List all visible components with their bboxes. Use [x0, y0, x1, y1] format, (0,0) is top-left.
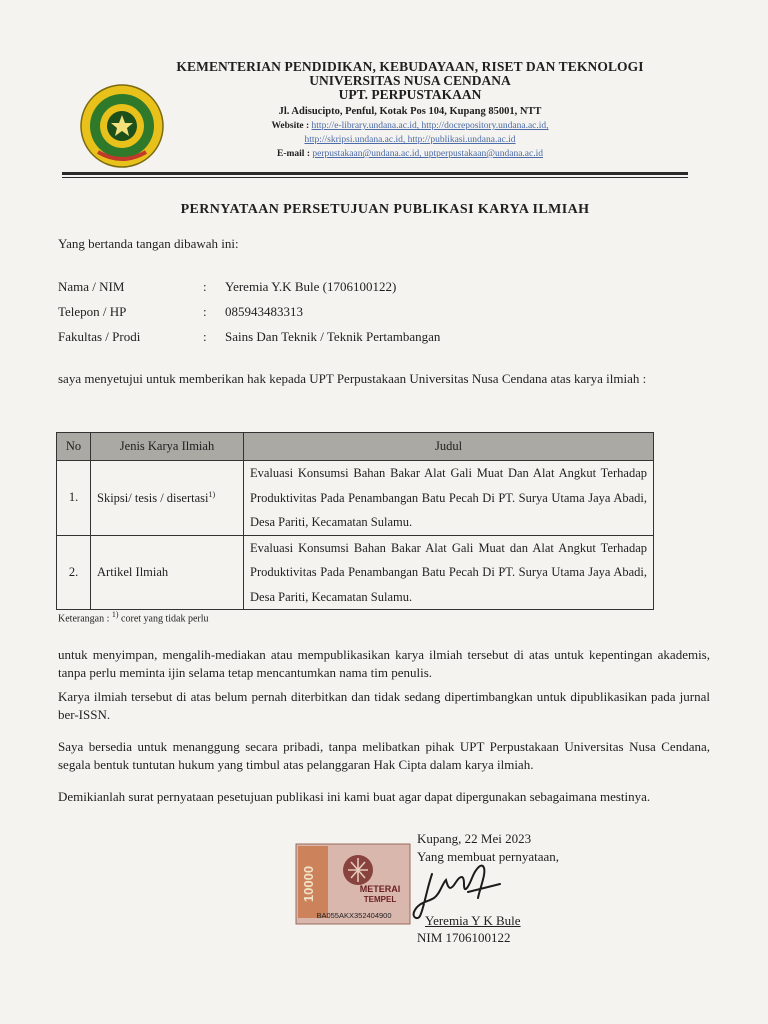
- unit-name: UPT. PERPUSTAKAAN: [338, 87, 482, 102]
- table-header-row: [57, 433, 654, 461]
- header-divider-thin: [62, 177, 688, 178]
- row-no: 1.: [57, 461, 91, 536]
- note-label: Keterangan :: [58, 613, 110, 625]
- website-links-1[interactable]: http://e-library.undana.ac.id, http://docrepository.undana.ac.id,: [311, 121, 549, 131]
- signer-role: Yang membuat pernyataan,: [417, 849, 560, 864]
- consent-text: saya menyetujui untuk memberikan hak kepada UPT Perpustakaan Universitas Nusa Cendana atas karya ilmiah :: [58, 371, 647, 386]
- stamp-serial: BA055AKX352404900: [316, 911, 392, 920]
- stamp-text-main: METERAI: [359, 884, 401, 894]
- letterhead: [150, 60, 670, 161]
- field-value: Sains Dan Teknik / Teknik Pertambangan: [225, 329, 441, 344]
- field-colon: :: [203, 304, 207, 319]
- field-value: Yeremia Y.K Bule (1706100122): [225, 279, 397, 294]
- paragraph-1: untuk menyimpan, mengalih-mediakan atau mempublikasikan karya ilmiah tersebut di atas untuk kepentingan akademis, tanpa perlu meminta ijin selama tetap mencantumkan nama tim penulis.: [58, 647, 710, 680]
- karya-table: [56, 432, 654, 610]
- row-judul: Evaluasi Konsumsi Bahan Bakar Alat Gali Muat dan Alat Angkut Terhadap Produktivitas Pada Penambangan Batu Pecah Di PT. Surya Utama Jaya Abadi, Desa Pariti, Kecamatan Sulamu.: [244, 535, 654, 610]
- signature-block: [417, 830, 559, 866]
- header-divider-thick: [62, 172, 688, 175]
- field-label: Fakultas / Prodi: [58, 329, 141, 344]
- place-date: Kupang, 22 Mei 2023: [417, 831, 532, 846]
- field-label: Nama / NIM: [58, 279, 125, 294]
- table-note: [58, 610, 209, 624]
- header-no: No: [57, 433, 91, 461]
- field-colon: :: [203, 279, 207, 294]
- paragraph-4: Demikianlah surat pernyataan pesetujuan publikasi ini kami buat agar dapat dipergunakan sebagaimana mestinya.: [58, 789, 651, 804]
- row-jenis: [91, 461, 244, 536]
- email-label: E-mail :: [277, 149, 310, 159]
- table-row: [57, 535, 654, 610]
- row-jenis: Artikel Ilmiah: [91, 535, 244, 610]
- header-judul: Judul: [244, 433, 654, 461]
- header-jenis: Jenis Karya Ilmiah: [91, 433, 244, 461]
- note-sup: 1): [111, 610, 119, 619]
- table-row: [57, 461, 654, 536]
- stamp-text-sub: TEMPEL: [363, 895, 397, 904]
- website-links-2[interactable]: http://skripsi.undana.ac.id, http://publikasi.undana.ac.id: [304, 135, 516, 145]
- website-line: [150, 119, 670, 133]
- row-judul: Evaluasi Konsumsi Bahan Bakar Alat Gali Muat Dan Alat Angkut Terhadap Produktivitas Pada Penambangan Batu Pecah Di PT. Surya Utama Jaya Abadi, Desa Pariti, Kecamatan Sulamu.: [244, 461, 654, 536]
- paragraph-2: Karya ilmiah tersebut di atas belum pernah diterbitkan dan tidak sedang dipertimbangkan untuk dipublikasikan pada jurnal ber-ISSN.: [58, 689, 710, 722]
- paragraph-3: Saya bersedia untuk menanggung secara pribadi, tanpa melibatkan pihak UPT Perpustakaan Universitas Nusa Cendana, segala bentuk tuntutan hukum yang timbul atas pelanggaran Hak Cipta dalam karya ilmiah.: [58, 739, 710, 772]
- university-name: UNIVERSITAS NUSA CENDANA: [309, 73, 511, 88]
- stamp-value: 10000: [301, 865, 316, 903]
- email-links[interactable]: perpustakaan@undana.ac.id, uptperpustakaan@undana.ac.id: [312, 149, 543, 159]
- footnote-marker: 1): [208, 489, 216, 499]
- field-colon: :: [203, 329, 207, 344]
- row-no: 2.: [57, 535, 91, 610]
- field-value: 085943483313: [225, 304, 303, 319]
- meterai-stamp-icon: [294, 842, 412, 926]
- email-line: [150, 147, 670, 161]
- ministry-name: KEMENTERIAN PENDIDIKAN, KEBUDAYAAN, RISET DAN TEKNOLOGI: [176, 59, 644, 74]
- intro-text: Yang bertanda tangan dibawah ini:: [58, 236, 239, 251]
- address: Jl. Adisucipto, Penful, Kotak Pos 104, Kupang 85001, NTT: [278, 106, 542, 117]
- document-title: PERNYATAAN PERSETUJUAN PUBLIKASI KARYA ILMIAH: [180, 202, 590, 217]
- row-jenis-text: Skipsi/ tesis / disertasi: [97, 490, 209, 505]
- signer-nim: NIM 1706100122: [417, 930, 511, 945]
- website-label: Website :: [271, 121, 310, 131]
- field-label: Telepon / HP: [58, 304, 127, 319]
- signer-name: Yeremia Y K Bule: [425, 913, 521, 928]
- website-line-2: [150, 133, 670, 147]
- note-text: coret yang tidak perlu: [121, 613, 209, 625]
